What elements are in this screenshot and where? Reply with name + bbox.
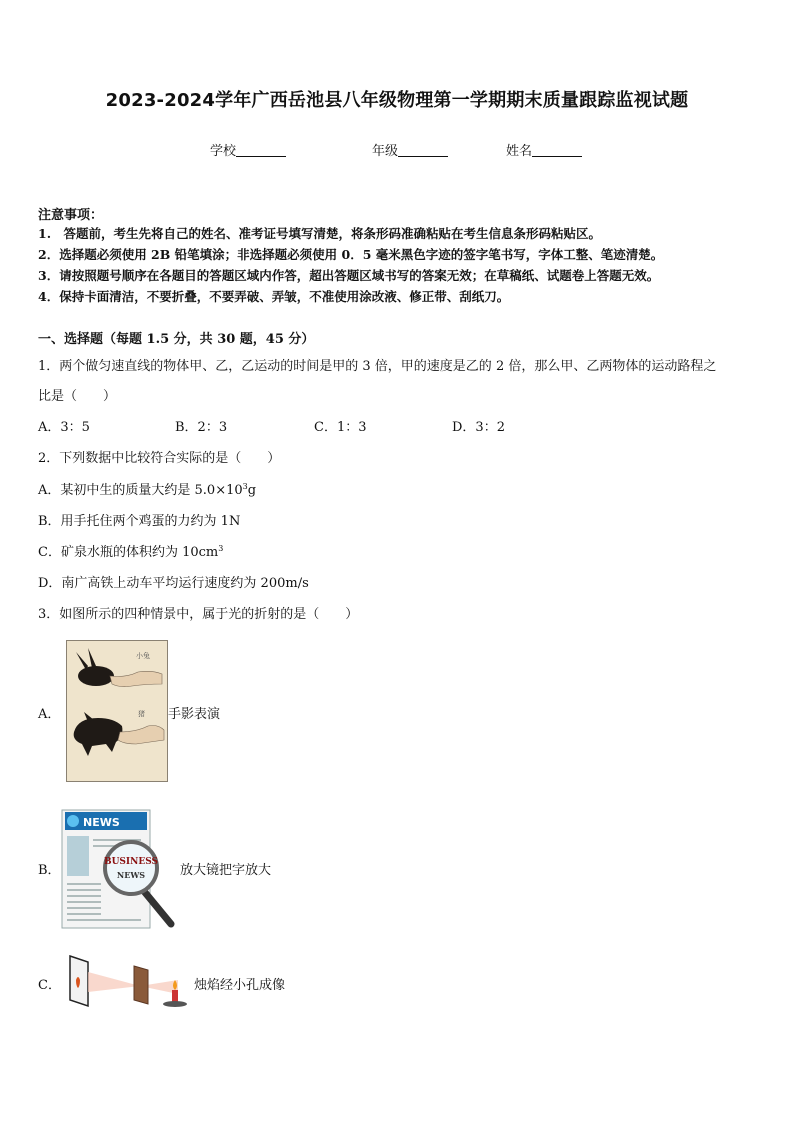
school-field	[210, 140, 286, 159]
question-2-option-a[interactable]	[38, 479, 256, 498]
hand-label-bottom: 猪	[138, 710, 145, 718]
magnified-news: NEWS	[116, 870, 146, 880]
question-3-option-c-caption: 烛焰经小孔成像	[194, 978, 286, 993]
grade-field	[372, 140, 448, 159]
question-3-option-b-caption: 放大镜把字放大	[180, 863, 272, 878]
question-1-option-d[interactable]: D．3：2	[452, 420, 505, 435]
notice-item: 3．请按照题号顺序在各题目的答题区域内作答，超出答题区域书写的答案无效；在草稿纸、试题卷上答题无效。	[38, 268, 660, 283]
notice-item: 1. 答题前，考生先将自己的姓名、准考证号填写清楚，将条形码准确粘贴在考生信息条形码粘贴区。	[38, 226, 602, 241]
question-2-option-d[interactable]: D．南广高铁上动车平均运行速度约为 200m/s	[38, 576, 309, 591]
section-heading: 一、选择题（每题 1.5 分，共 30 题，45 分）	[38, 332, 315, 347]
question-1-stem-cont: 比是（ ）	[38, 389, 117, 404]
option-unit: g	[247, 483, 257, 498]
news-masthead: NEWS	[83, 816, 120, 829]
notice-heading: 注意事项：	[38, 208, 104, 223]
question-2-option-c[interactable]	[38, 541, 223, 560]
name-field	[506, 140, 582, 159]
grade-label: 年级	[372, 144, 399, 159]
magnifier-newspaper-image	[61, 800, 181, 932]
question-1-option-a[interactable]: A．3：5	[38, 420, 90, 435]
pinhole-camera-image	[66, 950, 194, 1012]
question-3-stem: 3．如图所示的四种情景中，属于光的折射的是（ ）	[38, 607, 359, 622]
notice-item: 4．保持卡面清洁，不要折叠，不要弄破、弄皱，不准使用涂改液、修正带、刮纸刀。	[38, 289, 510, 304]
page-title: 2023-2024学年广西岳池县八年级物理第一学期期末质量跟踪监视试题	[105, 90, 689, 111]
question-1-option-b[interactable]: B．2：3	[175, 420, 228, 435]
option-text: A．某初中生的质量大约是 5.0×10	[38, 483, 243, 498]
hand-label-top: 小兔	[136, 652, 150, 660]
question-3-option-c-label[interactable]: C．	[38, 978, 61, 993]
grade-blank[interactable]	[398, 144, 448, 157]
magnified-word: BUSINESS	[103, 857, 159, 867]
question-3-option-a-label[interactable]: A．	[38, 707, 61, 722]
superscript: 3	[218, 544, 224, 553]
hand-shadow-image	[66, 640, 168, 782]
superscript: 3	[242, 482, 248, 491]
name-label: 姓名	[506, 144, 533, 159]
question-2-stem: 2．下列数据中比较符合实际的是（ ）	[38, 451, 281, 466]
school-blank[interactable]	[236, 144, 286, 157]
option-text: C．矿泉水瓶的体积约为 10cm	[38, 545, 219, 560]
question-1-stem: 1．两个做匀速直线的物体甲、乙，乙运动的时间是甲的 3 倍，甲的速度是乙的 2 倍，那么甲、乙两物体的运动路程之	[38, 359, 717, 374]
notice-item: 2．选择题必须使用 2B 铅笔填涂；非选择题必须使用 0．5 毫米黑色字迹的签字笔书写，字体工整、笔迹清楚。	[38, 247, 664, 262]
question-1-option-c[interactable]: C．1：3	[314, 420, 367, 435]
question-3-option-a-caption: 手影表演	[168, 707, 221, 722]
name-blank[interactable]	[532, 144, 582, 157]
question-3-option-b-label[interactable]: B．	[38, 863, 61, 878]
school-label: 学校	[210, 144, 237, 159]
question-2-option-b[interactable]: B．用手托住两个鸡蛋的力约为 1N	[38, 514, 241, 529]
